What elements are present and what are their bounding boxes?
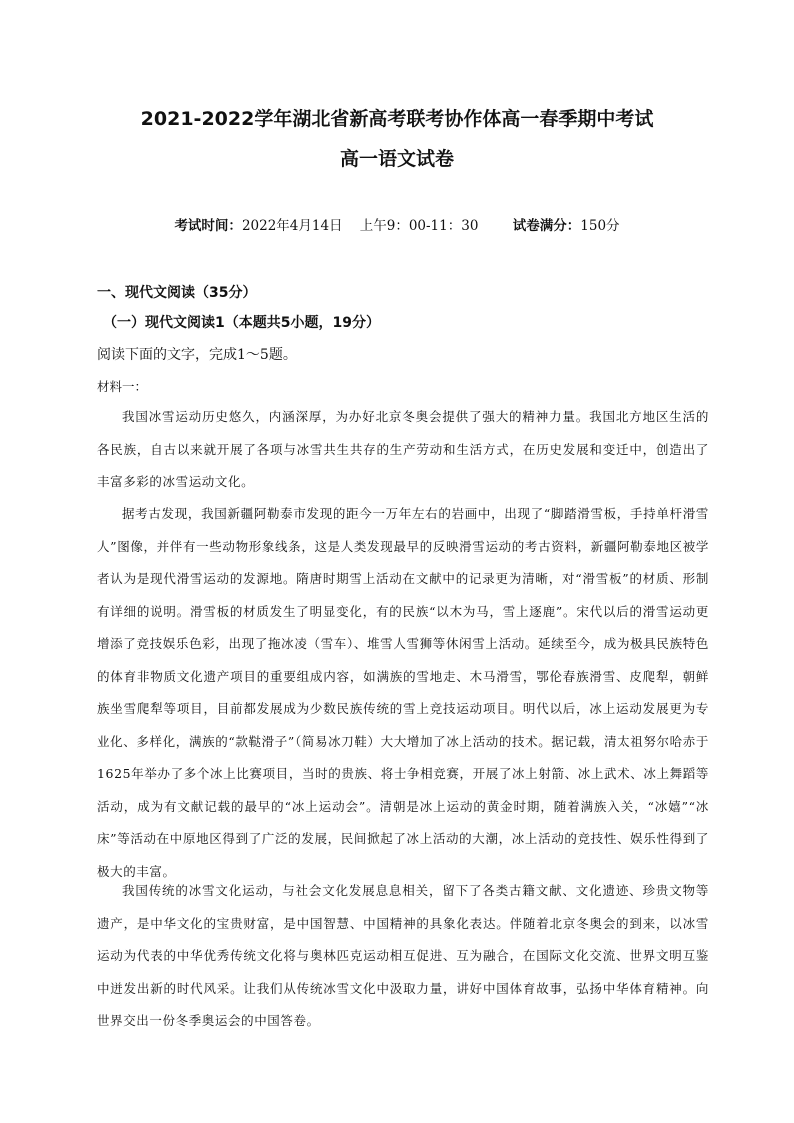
- material-label: 材料一：: [97, 379, 148, 394]
- exam-time-label: 考试时间：: [174, 218, 242, 234]
- exam-info-line: [0, 216, 794, 236]
- paragraph: 我国传统的冰雪文化运动，与社会文化发展息息相关，留下了各类古籍文献、文化遗迹、珍贵文物等遗产，是中华文化的宝贵财富，是中国智慧、中国精神的具象化表达。伴随着北京冬奥会的到来，以冰雪运动为代表的中华优秀传统文化将与奥林匹克运动相互促进、互为融合，在国际文化交流、世界文明互鉴中迸发出新的时代风采。让我们从传统冰雪文化中汲取力量，讲好中国体育故事，弘扬中华体育精神。向世界交出一份冬季奥运会的中国答卷。: [97, 883, 709, 1028]
- paragraph: 据考古发现，我国新疆阿勒泰市发现的距今一万年左右的岩画中，出现了“脚踏滑雪板，手持单杆滑雪人”图像，并伴有一些动物形象线条，这是人类发现最早的反映滑雪运动的考古资料，新疆阿勒泰地区被学者认为是现代滑雪运动的发源地。隋唐时期雪上活动在文献中的记录更为清晰，对“滑雪板”的材质、形制有详细的说明。滑雪板的材质发生了明显变化，有的民族“以木为马，雪上逐鹿”。宋代以后的滑雪运动更增添了竞技娱乐色彩，出现了拖冰凌（雪车）、堆雪人雪狮等休闲雪上活动。延续至今，成为极具民族特色的体育非物质文化遗产项目的重要组成内容，如满族的雪地走、木马滑雪，鄂伦春族滑雪、皮爬犁，朝鲜族坐雪爬犁等项目，目前都发展成为少数民族传统的雪上竞技运动项目。明代以后，冰上运动发展更为专业化、多样化，满族的“款鞑滑子”（简易冰刀鞋）大大增加了冰上活动的技术。据记载，清太祖努尔哈赤于1625年举办了多个冰上比赛项目，当时的贵族、将士争相竞赛，开展了冰上射箭、冰上武术、冰上舞蹈等活动，成为有文献记载的最早的“冰上运动会”。清朝是冰上运动的黄金时期，随着满族入关，“冰嬉”“冰床”等活动在中原地区得到了广泛的发展，民间掀起了冰上活动的大潮，冰上活动的竞技性、娱乐性得到了极大的丰富。: [97, 506, 709, 879]
- section-heading: 一、现代文阅读（35分）: [97, 285, 257, 301]
- subsection-heading: （一）现代文阅读1（本题共5小题，19分）: [103, 315, 380, 331]
- exam-subtitle: 高一语文试卷: [339, 148, 454, 170]
- reading-instruction: 阅读下面的文字，完成1～5题。: [97, 347, 297, 363]
- full-score-value: 150分: [580, 218, 620, 234]
- exam-time-value: 2022年4月14日 上午9：00-11：30: [241, 218, 479, 234]
- full-score-label: 试卷满分：: [512, 218, 581, 234]
- exam-title: 2021-2022学年湖北省新高考联考协作体高一春季期中考试: [140, 108, 654, 130]
- paragraph: 我国冰雪运动历史悠久，内涵深厚，为办好北京冬奥会提供了强大的精神力量。我国北方地区生活的各民族，自古以来就开展了各项与冰雪共生共存的生产劳动和生活方式，在历史发展和变迁中，创造出了丰富多彩的冰雪运动文化。: [97, 409, 709, 489]
